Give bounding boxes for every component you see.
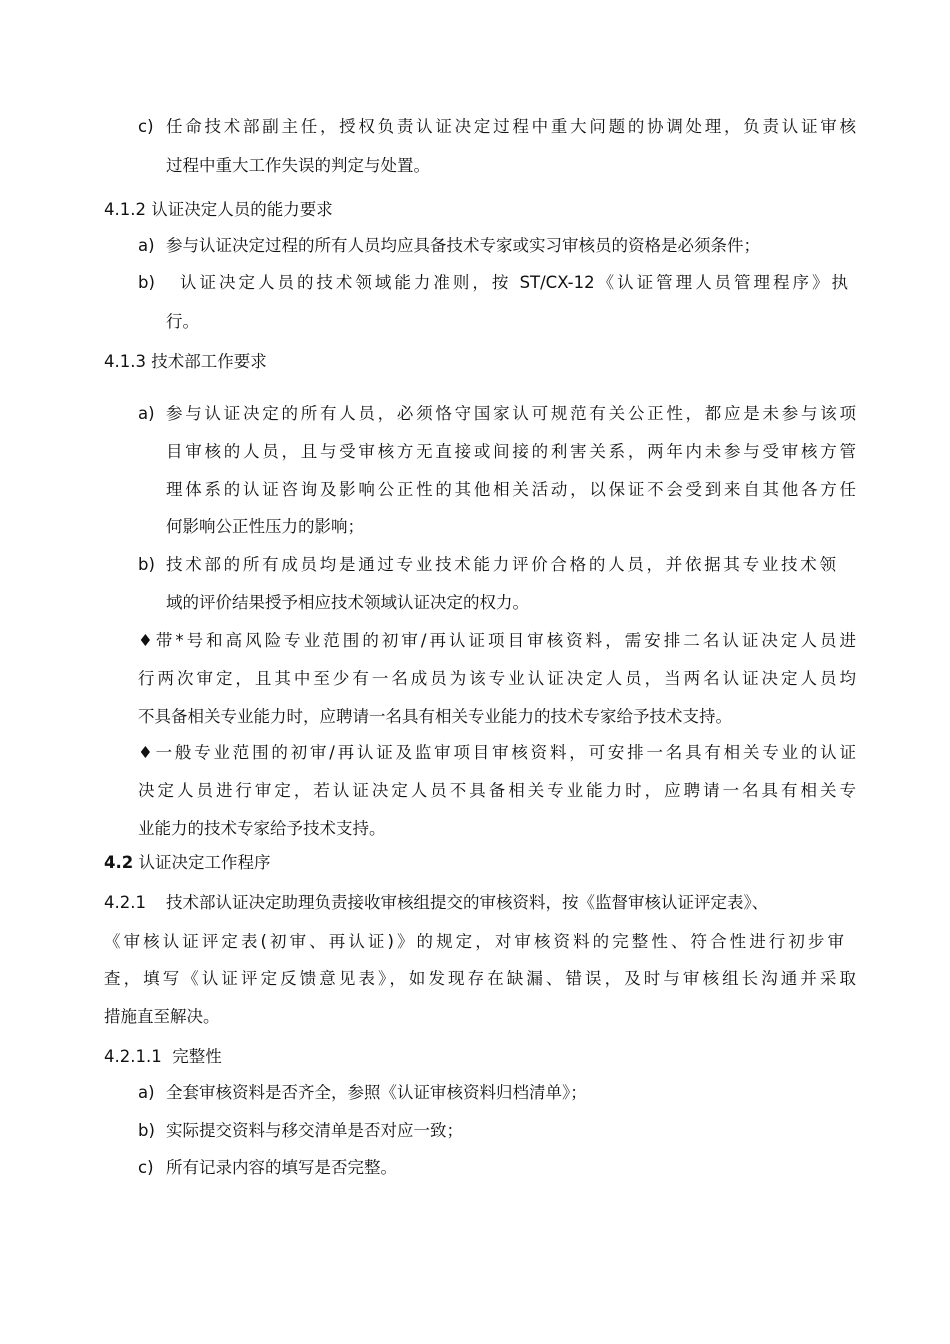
section-number: 4.1.3	[104, 352, 146, 371]
paragraph-line: 全套审核资料是否齐全，参照《认证审核资料归档清单》；	[166, 1083, 587, 1102]
section-heading-4-1-3	[104, 351, 267, 373]
paragraph-line: 何影响公正性压力的影响；	[166, 517, 364, 536]
section-number-4-2-1: 4.2.1	[104, 893, 146, 912]
paragraph-line: 实际提交资料与移交清单是否对应一致；	[166, 1121, 463, 1140]
paragraph-line: 过程中重大工作失误的判定与处置。	[166, 156, 430, 175]
bullet-paragraph-line: ♦一般专业范围的初审/再认证及监审项目审核资料，可安排一名具有相关专业的认证	[138, 743, 856, 762]
list-label-c: c)	[138, 1158, 154, 1177]
list-label-a: a)	[138, 236, 155, 255]
paragraph-line: 域的评价结果授予相应技术领域认证决定的权力。	[166, 593, 529, 612]
section-number: 4.1.2	[104, 200, 146, 219]
paragraph-line: 查，填写《认证评定反馈意见表》，如发现存在缺漏、错误，及时与审核组长沟通并采取	[104, 969, 856, 988]
section-heading-4-2-1-1	[104, 1046, 222, 1068]
list-label-a: a)	[138, 1083, 155, 1102]
paragraph-line: 决定人员进行审定，若认证决定人员不具备相关专业能力时，应聘请一名具有相关专	[138, 781, 856, 800]
paragraph-line: 业能力的技术专家给予技术支持。	[138, 819, 386, 838]
section-title: 认证决定人员的能力要求	[151, 200, 333, 219]
list-label-b: b)	[138, 555, 155, 574]
paragraph-line: 所有记录内容的填写是否完整。	[166, 1158, 397, 1177]
bullet-paragraph-line: ♦带*号和高风险专业范围的初审/再认证项目审核资料，需安排二名认证决定人员进	[138, 631, 856, 650]
section-heading-4-1-2	[104, 199, 333, 221]
section-heading-4-2	[104, 852, 270, 874]
list-label-b: b)	[138, 273, 155, 292]
paragraph-line: 《审核认证评定表(初审、再认证)》的规定，对审核资料的完整性、符合性进行初步审	[104, 932, 844, 951]
paragraph-line: 技术部认证决定助理负责接收审核组提交的审核资料，按《监督审核认证评定表》、	[166, 893, 769, 912]
section-title: 认证决定工作程序	[138, 853, 271, 872]
paragraph-line: 技术部的所有成员均是通过专业技术能力评价合格的人员，并依据其专业技术领	[166, 555, 836, 574]
list-label-b: b)	[138, 1121, 155, 1140]
paragraph-line: 行两次审定，且其中至少有一名成员为该专业认证决定人员，当两名认证决定人员均	[138, 669, 856, 688]
section-title: 技术部工作要求	[151, 352, 267, 371]
list-label-c: c)	[138, 117, 154, 136]
paragraph-line: 目审核的人员，且与受审核方无直接或间接的利害关系，两年内未参与受审核方管	[166, 442, 856, 461]
paragraph-line: 参与认证决定过程的所有人员均应具备技术专家或实习审核员的资格是必须条件；	[166, 236, 760, 255]
paragraph-line: 任命技术部副主任，授权负责认证决定过程中重大问题的协调处理，负责认证审核	[166, 117, 856, 136]
paragraph-line: 参与认证决定的所有人员，必须恪守国家认可规范有关公正性，都应是未参与该项	[166, 404, 856, 423]
list-label-a: a)	[138, 404, 155, 423]
section-number: 4.2	[104, 853, 134, 872]
paragraph-line: 不具备相关专业能力时，应聘请一名具有相关专业能力的技术专家给予技术支持。	[138, 707, 732, 726]
section-number: 4.2.1.1	[104, 1047, 162, 1066]
paragraph-line: 行。	[166, 312, 199, 331]
paragraph-line: 措施直至解决。	[104, 1007, 220, 1026]
paragraph-line: 理体系的认证咨询及影响公正性的其他相关活动，以保证不会受到来自其他各方任	[166, 480, 856, 499]
paragraph-line: 认证决定人员的技术领域能力准则，按 ST/CX-12《认证管理人员管理程序》执	[180, 273, 848, 292]
section-title: 完整性	[172, 1047, 222, 1066]
